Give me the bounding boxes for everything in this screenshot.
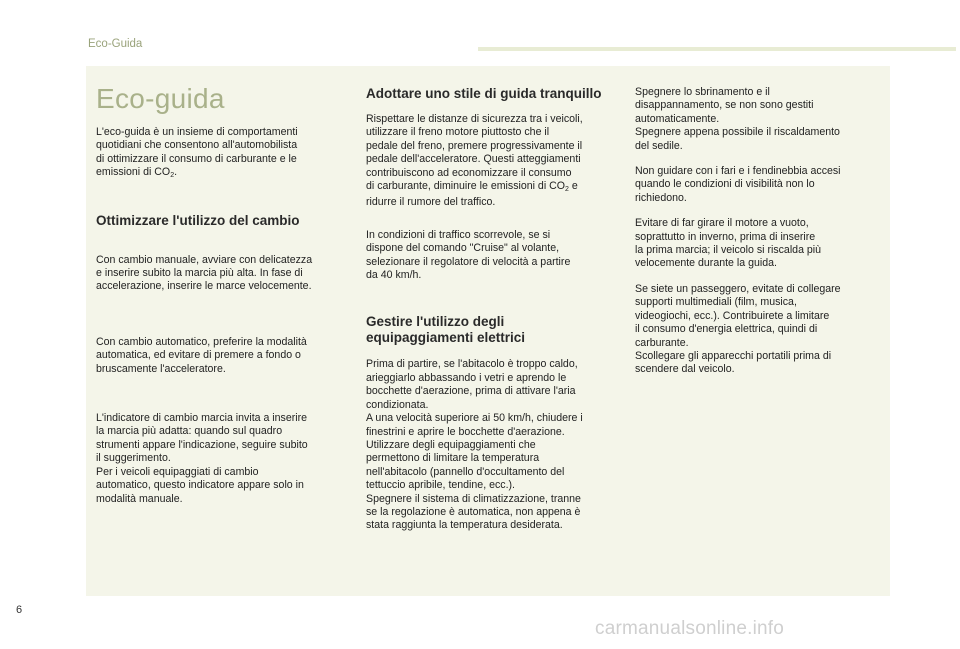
lights-paragraph: Non guidare con i fari e i fendinebbia accesi quando le condizioni di visibilità non lo richiedono.	[635, 165, 841, 204]
driving-style-paragraph: Rispettare le distanze di sicurezza tra i veicoli, utilizzare il freno motore piuttosto che il pedale del freno, premere progressivamente il pedale dell'acceleratore. Questi atteggiamenti contribuiscono ad economizzare il consumo di carburante, diminuire le emissioni di $CO_2$ e ridurre il rumore del traffico.	[366, 113, 583, 209]
page-title: Eco-guida	[96, 83, 225, 114]
cruise-control-paragraph: In condizioni di traffico scorrevole, se si dispone del comando "Cruise" al volante, selezionare il regolatore di velocità a partire da 40 km/h.	[366, 228, 571, 282]
idle-engine-paragraph: Evitare di far girare il motore a vuoto, soprattutto in inverno, prima di inserire la prima marcia; il veicolo si riscalda più velocemente durante la guida.	[635, 217, 822, 270]
gearbox-automatic-paragraph: Con cambio automatico, preferire la modalità automatica, ed evitare di premere a fondo o bruscamente l'acceleratore.	[96, 335, 307, 375]
intro-paragraph: L'eco-guida è un insieme di comportamenti quotidiani che consentono all'automobilista di ottimizzare il consumo di carburante e le emissioni di $CO_2$.	[96, 126, 298, 180]
gearbox-manual-paragraph: Con cambio manuale, avviare con delicatezza e inserire subito la marcia più alta. In fase di accelerazione, inserire le marce velocemente.	[96, 253, 313, 293]
header-section-title: Eco-Guida	[88, 38, 143, 50]
electrical-paragraph: Prima di partire, se l'abitacolo è troppo caldo, arieggiarlo abbassando i vetri e aprendo le bocchette d'aerazione, prima di attivare l'aria condizionata. A una velocità superiore ai 50 km/h, chiudere i finestrini e aprire le bocchette d'aerazione. Utilizzare degli equipaggiamenti che permettono di limitare la temperatura nell'abitacolo (pannello d'occultamento del tettuccio apribile, tendine, ecc.). Spegnere il sistema di climatizzazione, tranne se la regolazione è automatica, non appena è stata raggiunta la temperatura desiderata.	[366, 358, 583, 532]
content-panel	[86, 66, 890, 596]
section-heading-driving-style: Adottare uno stile di guida tranquillo	[366, 86, 602, 101]
column-right	[635, 82, 883, 377]
site-watermark: carmanualsonline.info	[595, 618, 785, 639]
section-heading-electrical: Gestire l'utilizzo degli equipaggiamenti elettrici	[366, 314, 526, 346]
column-left	[96, 82, 346, 506]
section-heading-gearbox: Ottimizzare l'utilizzo del cambio	[96, 212, 300, 228]
passenger-devices-paragraph: Se siete un passeggero, evitate di collegare supporti multimediali (film, musica, videogiochi, ecc.). Contribuirete a limitare il consumo d'energia elettrica, quindi di carburante. Scollegare gli apparecchi portatili prima di scendere dal veicolo.	[635, 282, 841, 376]
header-divider	[478, 47, 956, 51]
column-middle	[366, 82, 618, 533]
page-number: 6	[16, 604, 23, 616]
defrost-paragraph: Spegnere lo sbrinamento e il disappannamento, se non sono gestiti automaticamente. Spegnere appena possibile il riscaldamento del sedile.	[635, 86, 840, 152]
gear-indicator-paragraph: L'indicatore di cambio marcia invita a inserire la marcia più adatta: quando sul quadro strumenti appare l'indicazione, seguire subito il suggerimento. Per i veicoli equipaggiati di cambio automatico, questo indicatore appare solo in modalità manuale.	[96, 412, 308, 505]
